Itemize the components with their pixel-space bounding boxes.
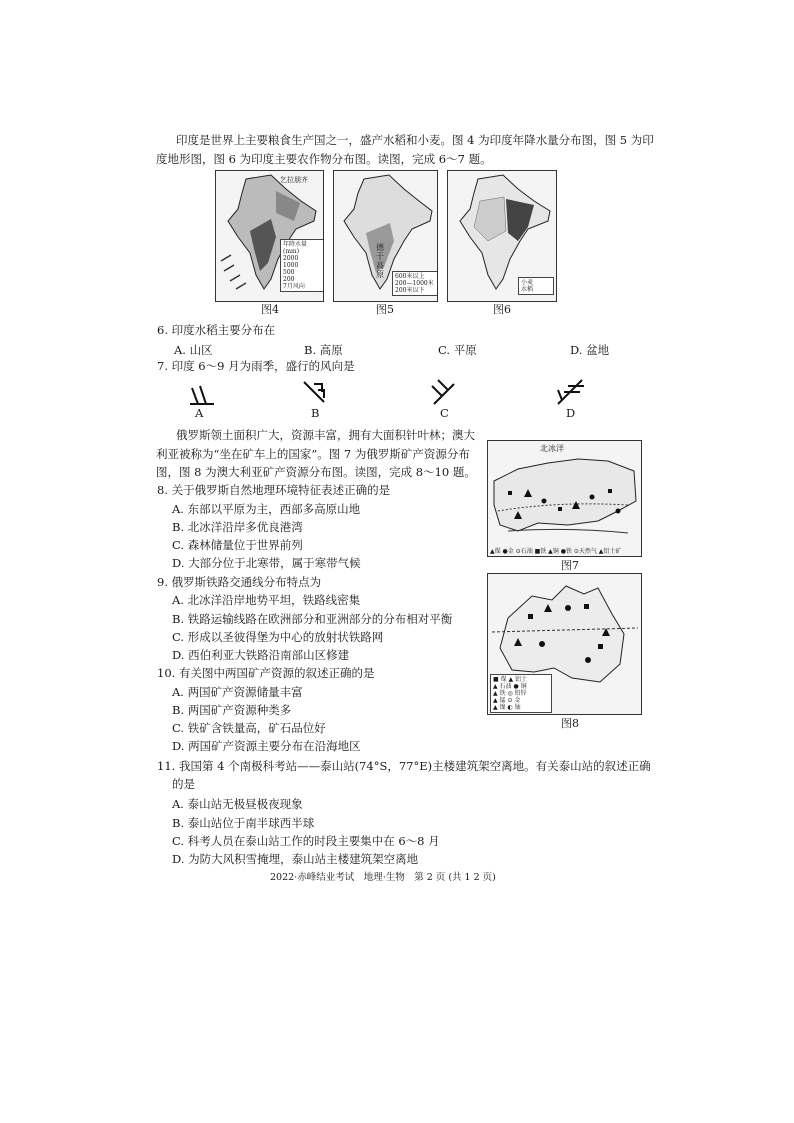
fig8-legend-item: ▲ 石油 bbox=[493, 683, 512, 690]
q10-option-b: B. 两国矿产资源种类多 bbox=[172, 703, 292, 717]
fig5-caption: 图5 bbox=[376, 303, 394, 316]
q10-stem: 10. 有关图中两国矿产资源的叙述正确的是 bbox=[157, 666, 375, 680]
fig8-legend-item: ⊙ 金 bbox=[507, 697, 521, 704]
fig4-legend bbox=[280, 239, 324, 292]
fig4-legend-item: 7月风向 bbox=[283, 283, 305, 290]
fig5-legend-item: 200米以下 bbox=[395, 287, 425, 294]
intro-india-line2: 度地形图，图 6 为印度主要农作物分布图。读图，完成 6～7 题。 bbox=[156, 152, 492, 166]
fig6-caption: 图6 bbox=[493, 303, 511, 316]
wind-symbol-d bbox=[554, 376, 586, 406]
fig6-legend-item: 水稻 bbox=[521, 286, 534, 293]
q9-stem: 9. 俄罗斯铁路交通线分布特点为 bbox=[157, 575, 322, 589]
fig5-terrain-map bbox=[333, 170, 438, 302]
fig4-top-label: 乞拉朋齐 bbox=[280, 176, 308, 184]
q8-option-c: C. 森林储量位于世界前列 bbox=[172, 538, 303, 552]
fig4-legend-item: 1000 bbox=[283, 262, 299, 269]
wind-symbol-a bbox=[188, 378, 218, 406]
q7-stem: 7. 印度 6～9 月为雨季，盛行的风向是 bbox=[157, 359, 355, 373]
q6-option-b: B. 高原 bbox=[304, 343, 343, 357]
fig4-rainfall-map bbox=[215, 170, 324, 302]
fig6-legend-item: 小麦 bbox=[521, 279, 534, 286]
q9-option-d: D. 西伯利亚大铁路沿南部山区修建 bbox=[172, 648, 350, 662]
intro-russia-line3: 图，图 8 为澳大利亚矿产资源分布图。读图，完成 8～10 题。 bbox=[156, 465, 476, 479]
wind-symbol-c bbox=[428, 376, 458, 406]
page-footer: 2022·赤峰结业考试 地理·生物 第 2 页 (共 1 2 页) bbox=[270, 872, 496, 883]
fig7-russia-map bbox=[487, 440, 642, 557]
q8-stem: 8. 关于俄罗斯自然地理环境特征表述正确的是 bbox=[157, 483, 391, 497]
fig8-legend-item: ◐ 铀 bbox=[507, 704, 521, 711]
fig4-legend-item: 2000 bbox=[283, 255, 299, 262]
q10-option-a: A. 两国矿产资源储量丰富 bbox=[172, 685, 303, 699]
q9-option-c: C. 形成以圣彼得堡为中心的放射状铁路网 bbox=[172, 630, 384, 644]
fig8-legend-item: ▲ 铁 bbox=[493, 690, 506, 697]
q7-label-a: A bbox=[195, 406, 204, 420]
fig8-legend-item: ■ 煤 bbox=[493, 676, 507, 683]
q6-option-a: A. 山区 bbox=[174, 343, 213, 357]
q10-option-d: D. 两国矿产资源主要分布在沿海地区 bbox=[172, 739, 361, 753]
q7-label-d: D bbox=[566, 406, 576, 420]
wind-symbol-b bbox=[300, 378, 330, 406]
fig7-title: 北冰洋 bbox=[540, 444, 564, 453]
q11-option-d: D. 为防大风积雪掩埋，泰山站主楼建筑架空离地 bbox=[172, 852, 419, 866]
intro-russia-line2: 利亚被称为“坐在矿车上的国家”。图 7 为俄罗斯矿产资源分布 bbox=[156, 447, 470, 461]
fig8-legend-item: ▲ 镍 bbox=[493, 704, 506, 711]
q8-option-b: B. 北冰洋沿岸多优良港湾 bbox=[172, 520, 303, 534]
fig4-caption: 图4 bbox=[261, 303, 279, 316]
intro-russia-line1: 俄罗斯领土面积广大，资源丰富，拥有大面积针叶林；澳大 bbox=[176, 428, 475, 442]
q11-stem-line2: 的是 bbox=[172, 777, 195, 791]
fig8-legend-item: ● 铜 bbox=[513, 683, 527, 690]
intro-india-line1: 印度是世界上主要粮食生产国之一，盛产水稻和小麦。图 4 为印度年降水量分布图，图 5 为印 bbox=[176, 133, 654, 147]
q9-option-a: A. 北冰洋沿岸地势平坦，铁路线密集 bbox=[172, 593, 361, 607]
q11-option-c: C. 科考人员在泰山站工作的时段主要集中在 6～8 月 bbox=[172, 834, 440, 848]
fig5-legend-item: 200—1000米 bbox=[395, 280, 434, 287]
fig6-crop-map bbox=[447, 170, 557, 302]
q6-option-c: C. 平原 bbox=[438, 343, 477, 357]
fig6-legend bbox=[518, 277, 554, 295]
fig7-caption: 图7 bbox=[561, 559, 579, 572]
fig4-legend-item: 500 bbox=[283, 269, 295, 276]
q7-label-b: B bbox=[311, 406, 320, 420]
fig5-legend-item: 600米以上 bbox=[395, 273, 425, 280]
fig5-plateau-label: 德干高原 bbox=[376, 243, 384, 279]
fig8-legend-item: ▲ 铝土 bbox=[508, 676, 528, 683]
fig7-legend: ▲煤 ●金 ⊙石油 ■铁 ▲铜 ●铁 ⊙天然气 ▲铝土矿 bbox=[490, 548, 622, 555]
q6-option-d: D. 盆地 bbox=[570, 343, 610, 357]
fig8-caption: 图8 bbox=[561, 717, 579, 730]
q8-option-a: A. 东部以平原为主，西部多高原山地 bbox=[172, 502, 361, 516]
fig8-australia-map bbox=[487, 573, 642, 715]
q8-option-d: D. 大部分位于北寒带，属于寒带气候 bbox=[172, 556, 361, 570]
q11-option-a: A. 泰山站无极昼极夜现象 bbox=[172, 797, 303, 811]
fig4-legend-title: 年降水量(mm) bbox=[283, 241, 308, 255]
q11-option-b: B. 泰山站位于南半球西半球 bbox=[172, 816, 315, 830]
fig8-legend bbox=[490, 674, 552, 713]
fig8-legend-item: ▲ 锰 bbox=[493, 697, 506, 704]
q11-stem-line1: 11. 我国第 4 个南极科考站——泰山站(74°S，77°E)主楼建筑架空离地。有关泰山站的叙述正确 bbox=[157, 759, 651, 773]
q6-stem: 6. 印度水稻主要分布在 bbox=[157, 323, 276, 337]
fig4-legend-item: 200 bbox=[283, 276, 295, 283]
q7-label-c: C bbox=[440, 406, 449, 420]
fig8-legend-item: ◎ 铅锌 bbox=[507, 690, 527, 697]
fig5-legend bbox=[392, 271, 438, 296]
q9-option-b: B. 铁路运输线路在欧洲部分和亚洲部分的分布相对平衡 bbox=[172, 612, 453, 626]
q10-option-c: C. 铁矿含铁量高，矿石品位好 bbox=[172, 721, 326, 735]
